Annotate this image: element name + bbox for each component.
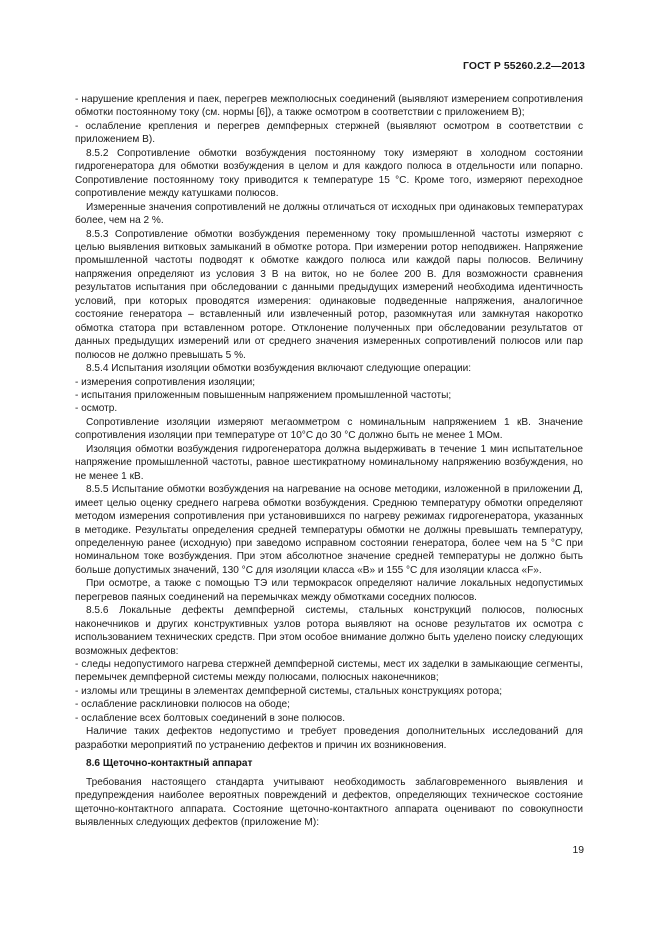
paragraph: - ослабление всех болтовых соединений в зоне полюсов. xyxy=(75,712,346,724)
paragraph: Сопротивление изоляции измеряют мегаомметром с номинальным напряжением 1 кВ. Значение сопротивления изоляции при температуре от 10°С до 30 °С должно быть не менее 1 МОм. xyxy=(75,416,583,442)
paragraph: 8.5.2 Сопротивление обмотки возбуждения постоянному току измеряют в холодном состоянии гидрогенератора для обмотки возбуждения в целом и для каждого полюса в отдельности или попарно. Сопротивление постоянному току приводится к температуре 15 °С. Кроме того, измеряют переходное сопротивление между катушками полюсов. xyxy=(75,147,583,200)
paragraph: Наличие таких дефектов недопустимо и требует проведения дополнительных исследований для разработки мероприятий по устранению дефектов и причин их возникновения. xyxy=(75,726,583,751)
document-body xyxy=(75,93,583,829)
paragraph: Требования настоящего стандарта учитывают необходимость заблаговременного выявления и предупреждения наиболее вероятных повреждений и дефектов, определяющих техническое состояние щеточно-контактного аппарата. Состояние щеточно-контактного аппарата оценивают по совокупности выявленных следующих дефектов (приложение М): xyxy=(75,776,583,829)
paragraph: - следы недопустимого нагрева стержней демпферной системы, мест их заделки в замыкающие сегменты, перемычек демпферной системы между полюсами, полюсных наконечников; xyxy=(75,659,583,684)
paragraph: 8.5.5 Испытание обмотки возбуждения на нагревание на основе методики, изложенной в приложении Д, имеет целью оценку среднего нагрева обмотки возбуждения. Среднюю температуру обмотки определяют методом измерения сопротивления при установившихся по нагреву режимах гидрогенератора, указанных в методике. Результаты определения средней температуры обмотки не должны превышать температуру, определенную ранее (исходную) при заведомо исправном состоянии генератора, более чем на 5 °С при номинальном токе возбуждения. При этом абсолютное значение средней температуры не должно быть больше допустимых значений, 130 °С для изоляции класса «В» и 155 °С для изоляции класса «F». xyxy=(75,484,583,576)
paragraph: - изломы или трещины в элементах демпферной системы, стальных конструкциях ротора; xyxy=(75,685,503,697)
paragraph: 8.5.6 Локальные дефекты демпферной системы, стальных конструкций полюсов, полюсных наконечников и других конструктивных узлов ротора выявляют на основе результатов их осмотра с использованием технических средств. При этом особое внимание должно быть уделено поиску следующих возможных дефектов: xyxy=(75,605,583,657)
paragraph: - ослабление крепления и перегрев демпферных стержней (выявляют осмотром в соответствии с приложением В). xyxy=(75,120,583,146)
paragraph: - нарушение крепления и паек, перегрев межполюсных соединений (выявляют измерением сопротивления обмотки постоянному току (см. нормы [6]), а также осмотром в соответствии с приложением В); xyxy=(75,94,583,119)
paragraph: - ослабление расклиновки полюсов на ободе; xyxy=(75,699,290,711)
paragraph: Изоляция обмотки возбуждения гидрогенератора должна выдерживать в течение 1 мин испытательное напряжение промышленной частоты, равное шестикратному номинальному напряжению возбуждения, но не менее 1 кВ. xyxy=(75,443,583,482)
section-heading: 8.6 Щеточно-контактный аппарат xyxy=(86,758,253,770)
paragraph: 8.5.4 Испытания изоляции обмотки возбуждения включают следующие операции: xyxy=(86,363,472,375)
page-number: 19 xyxy=(572,845,584,856)
paragraph: - осмотр. xyxy=(75,403,118,415)
document-code-header: ГОСТ Р 55260.2.2—2013 xyxy=(463,61,585,72)
paragraph: 8.5.3 Сопротивление обмотки возбуждения переменному току промышленной частоты измеряют с целью выявления витковых замыканий в обмотке ротора. При измерении ротор неподвижен. Напряжение промышленной частоты подводят к обмотке каждого полюса или каждой пары полюсов. Величину напряжения определяют из условия 3 В на виток, но не более 200 В. Для возможности сравнения результатов испытания при обследовании с данными предыдущих измерений необходима идентичность условий, при которых проводятся измерения: одинаковые подведенные напряжения, аналогичное состояние генератора – вставленный или извлеченный ротор, разомкнутая или замкнутая накоротко обмотка статора при вставленном роторе. Отклонение полученных при обследовании результатов от данных предыдущих измерений или от среднего значения измеренных сопротивлений полюсов или пар полюсов не должно превышать 5 %. xyxy=(75,228,583,361)
paragraph: При осмотре, а также с помощью ТЭ или термокрасок определяют наличие локальных недопустимых перегревов паяных соединений на перемычках между обмотками соседних полюсов. xyxy=(75,578,583,603)
paragraph: - испытания приложенным повышенным напряжением промышленной частоты; xyxy=(75,389,452,401)
paragraph: Измеренные значения сопротивлений не должны отличаться от исходных при одинаковых температурах более, чем на 2 %. xyxy=(75,201,583,227)
paragraph: - измерения сопротивления изоляции; xyxy=(75,376,256,388)
